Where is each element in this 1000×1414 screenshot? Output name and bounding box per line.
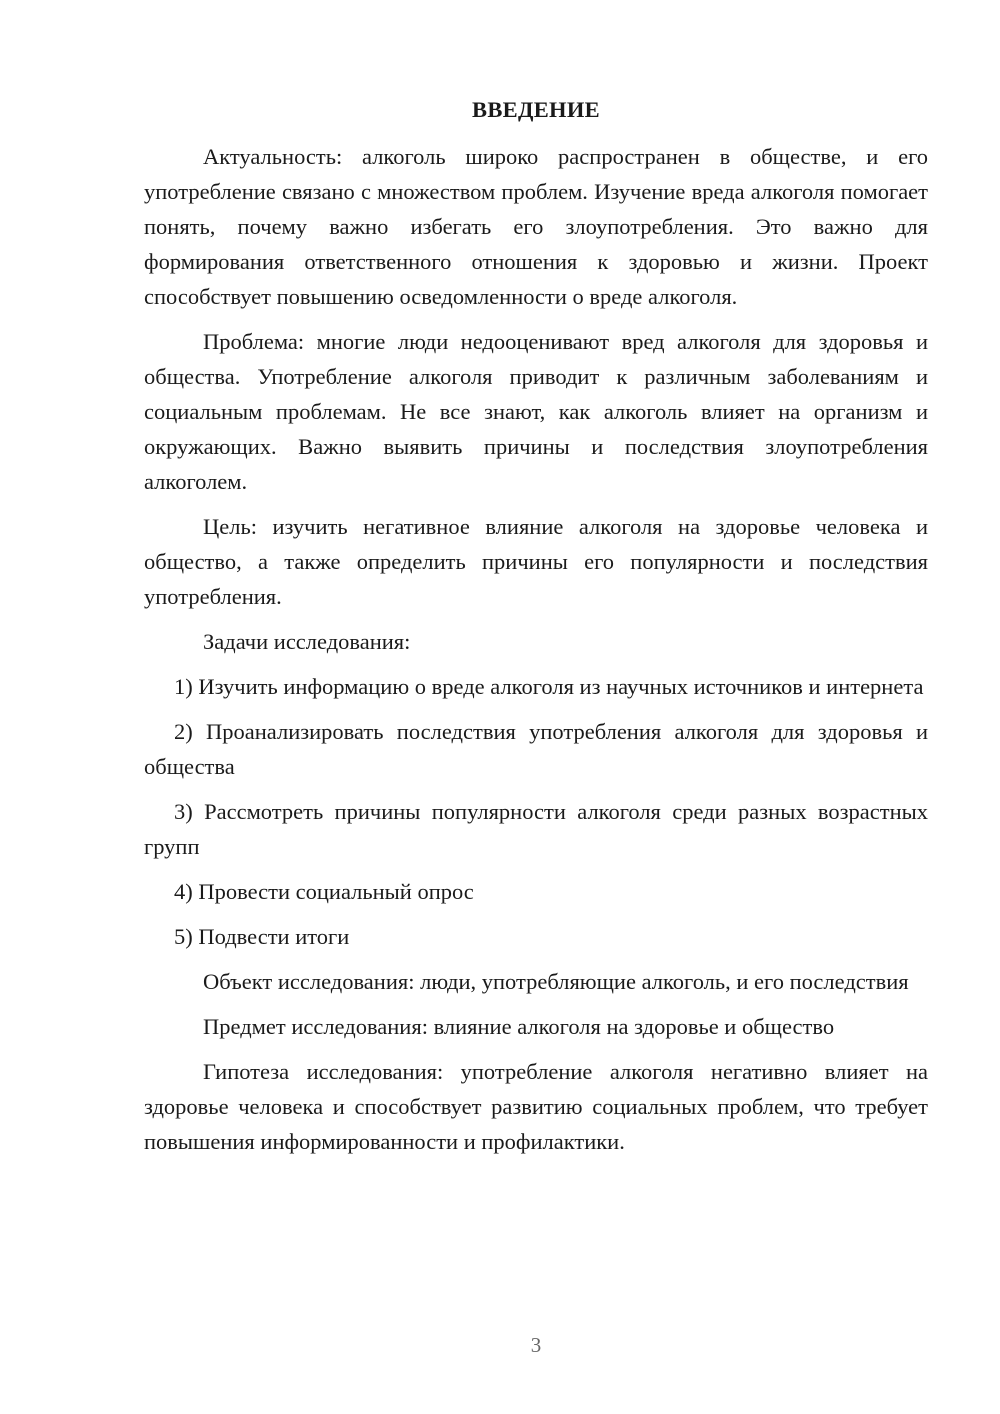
task-item-4: 4) Провести социальный опрос [174, 879, 474, 904]
section-title: ВВЕДЕНИЕ [472, 97, 600, 122]
paragraph-relevance: Актуальность: алкоголь широко распространен в обществе, и его употребление связано с множеством проблем. Изучение вреда алкоголя помогает понять, почему важно избегать его злоупотребления. Это важно для формирования ответственного отношения к здоровью и жизни. Проект способствует повышению осведомленности о вреде алкоголя. [144, 144, 928, 309]
task-item-5: 5) Подвести итоги [174, 924, 350, 949]
task-item-2: 2) Проанализировать последствия употребления алкоголя для здоровья и общества [144, 719, 928, 779]
task-item-3: 3) Рассмотреть причины популярности алкоголя среди разных возрастных групп [144, 799, 928, 859]
document-body [144, 92, 928, 1169]
page-number: 3 [530, 1333, 542, 1357]
paragraph-hypothesis: Гипотеза исследования: употребление алкоголя негативно влияет на здоровье человека и способствует развитию социальных проблем, что требует повышения информированности и профилактики. [144, 1059, 928, 1154]
paragraph-tasks-heading: Задачи исследования: [203, 629, 411, 654]
task-item-1: 1) Изучить информацию о вреде алкоголя из научных источников и интернета [174, 674, 924, 699]
paragraph-goal: Цель: изучить негативное влияние алкоголя на здоровье человека и общество, а также определить причины его популярности и последствия употребления. [144, 514, 928, 609]
paragraph-object: Объект исследования: люди, употребляющие алкоголь, и его последствия [203, 969, 909, 994]
paragraph-subject: Предмет исследования: влияние алкоголя на здоровье и общество [203, 1014, 835, 1039]
paragraph-problem: Проблема: многие люди недооценивают вред алкоголя для здоровья и общества. Употребление алкоголя приводит к различным заболеваниям и социальным проблемам. Не все знают, как алкоголь влияет на организм и окружающих. Важно выявить причины и последствия злоупотребления алкоголем. [144, 329, 928, 494]
